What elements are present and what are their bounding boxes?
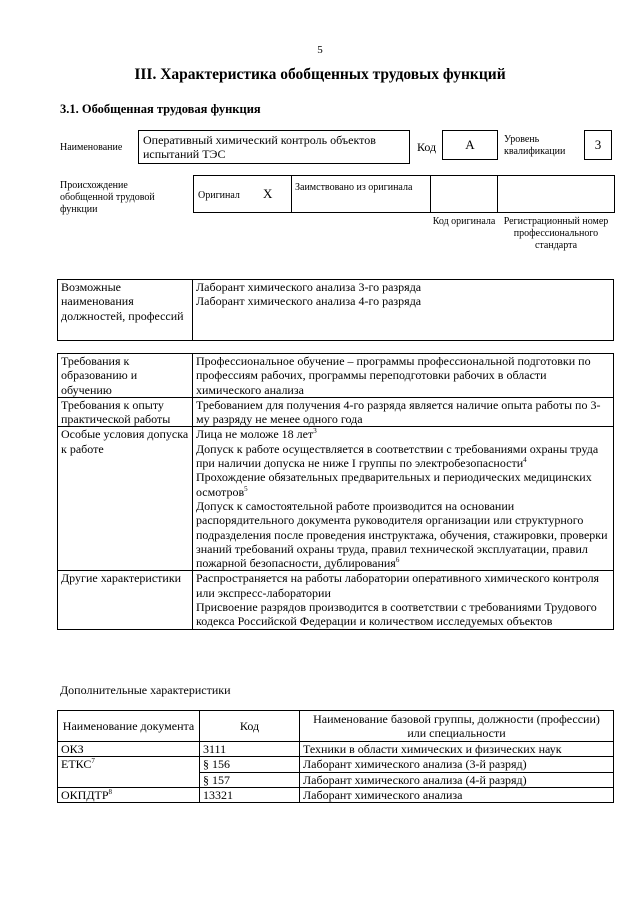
special-p1: Лица не моложе 18 лет$^3$ [196, 427, 317, 442]
function-name-box [138, 130, 410, 164]
code-value: А [442, 130, 498, 160]
education-text: Профессиональное обучение – программы профессиональной подготовки по профессиям рабочих, программы переподготовки рабочих в области химического анализа [193, 354, 614, 398]
etks-doc: ЕТКС$^7$ [58, 757, 200, 788]
level-label: Уровень квалификации [504, 134, 566, 157]
col-header-document: Наименование документа [58, 711, 200, 742]
special-p4: Допуск к самостоятельной работе производится на основании распорядительного документа руководителя организации или структурного подразделения после проведения инструктажа, обучения, стажировки, проверки знаний требований охраны труда, правил технической эксплуатации, правил пожарной безопасности, дублирования$^6$ [196, 498, 608, 571]
borrowed-label: Заимствовано из оригинала [295, 182, 413, 193]
table-row [58, 742, 614, 757]
etks-code-2: § 157 [200, 772, 300, 787]
okpdtr-doc: ОКПДТР$^8$ [58, 787, 200, 802]
other-text [193, 571, 614, 629]
original-label: Оригинал [198, 190, 240, 201]
special-p2: Допуск к работе осуществляется в соответствии с требованиями охраны труда при наличии допуска не ниже I группы по электробезопасности$^4$ [196, 441, 599, 471]
other-p2: Присвоение разрядов производится в соответствии с требованиями Трудового кодекса Российской Федерации и количеством исследуемых объектов [196, 600, 597, 629]
origin-box [193, 175, 615, 213]
additional-caption: Дополнительные характеристики [60, 683, 231, 697]
other-label: Другие характеристики [58, 571, 193, 629]
level-value: 3 [584, 130, 612, 160]
position-item: Лаборант химического анализа 3-го разряда [196, 280, 422, 294]
footnote-ref: 8 [108, 787, 113, 796]
page-number: 5 [317, 44, 323, 56]
original-code-caption: Код оригинала [432, 216, 496, 227]
additional-header-row [58, 711, 614, 742]
okpdtr-code: 13321 [200, 787, 300, 802]
etks-name-2: Лаборант химического анализа (4-й разряд) [300, 772, 614, 787]
origin-label: Происхождение обобщенной трудовой функции [60, 180, 155, 215]
function-name-value: Оперативный химический контроль объектов испытаний ТЭС [143, 133, 376, 161]
special-conditions-row [58, 427, 614, 571]
special-conditions-label: Особые условия допуска к работе [58, 427, 193, 571]
footnote-ref: 6 [395, 556, 400, 565]
origin-divider-3 [497, 175, 498, 213]
special-conditions-text [193, 427, 614, 571]
okz-name: Техники в области химических и физических наук [300, 742, 614, 757]
positions-table [57, 279, 614, 341]
code-label: Код [417, 140, 437, 154]
positions-label: Возможные наименования должностей, профессий [58, 280, 193, 341]
footnote-ref: 5 [244, 484, 248, 493]
education-label: Требования к образованию и обучению [58, 354, 193, 398]
table-row [58, 787, 614, 802]
experience-label: Требования к опыту практической работы [58, 397, 193, 427]
page-title: III. Характеристика обобщенных трудовых функций [134, 66, 506, 83]
positions-values [193, 280, 614, 341]
origin-divider-1 [291, 175, 292, 213]
other-p1: Распространяется на работы лаборатории оперативного химического контроля или экспресс-лаборатории [196, 571, 600, 600]
okz-doc: ОКЗ [58, 742, 200, 757]
okpdtr-name: Лаборант химического анализа [300, 787, 614, 802]
requirements-table [57, 353, 614, 630]
position-item: Лаборант химического анализа 4-го разряда [196, 294, 422, 309]
etks-code-1: § 156 [200, 757, 300, 772]
original-mark: X [263, 186, 273, 201]
special-p3: Прохождение обязательных предварительных и периодических медицинских осмотров$^5$ [196, 470, 592, 499]
origin-divider-2 [430, 175, 431, 213]
table-row [58, 757, 614, 772]
positions-row [58, 280, 614, 341]
experience-text: Требованием для получения 4-го разряда является наличие опыта работы по 3-му разряду не менее одного года [193, 397, 614, 427]
footnote-ref: 7 [91, 757, 95, 766]
experience-row [58, 397, 614, 427]
col-header-code: Код [200, 711, 300, 742]
reg-number-caption: Регистрационный номер профессионального стандарта [503, 216, 609, 251]
name-label: Наименование [60, 142, 123, 153]
footnote-ref: 4 [523, 456, 527, 465]
other-row [58, 571, 614, 629]
etks-name-1: Лаборант химического анализа (3-й разряд) [300, 757, 614, 772]
section-subtitle: 3.1. Обобщенная трудовая функция [60, 102, 261, 116]
footnote-ref: 3 [313, 427, 317, 436]
education-row [58, 354, 614, 398]
col-header-name: Наименование базовой группы, должности (профессии) или специальности [300, 711, 614, 742]
okz-code: 3111 [200, 742, 300, 757]
additional-table [57, 710, 614, 803]
